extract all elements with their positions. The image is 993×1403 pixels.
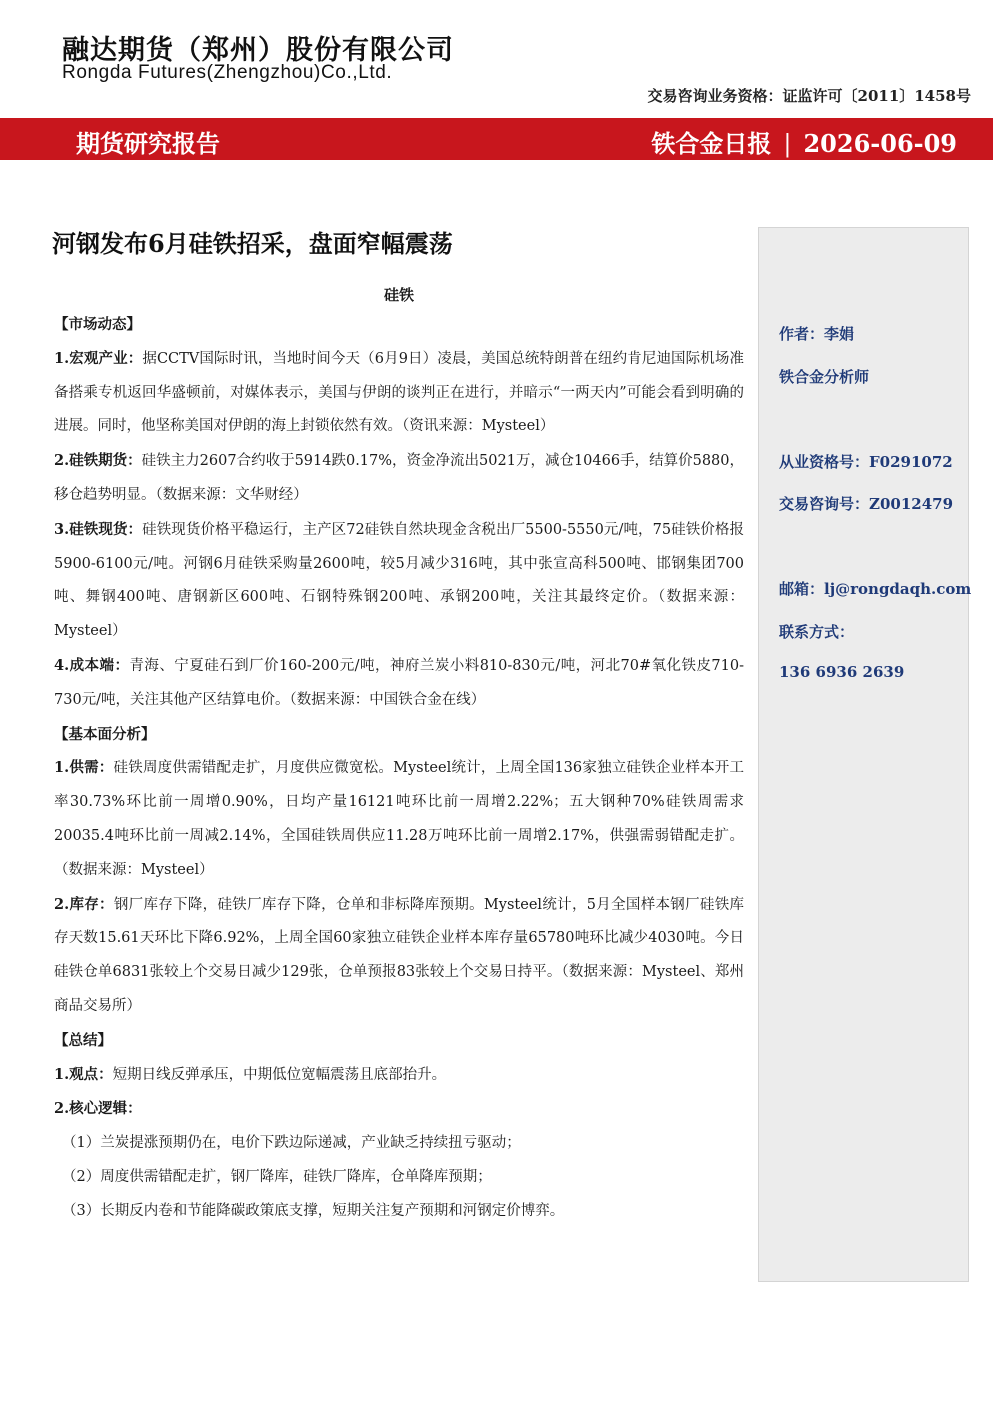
summary-logic (54, 1092, 744, 1127)
author-title: 铁合金分析师 (779, 368, 870, 386)
market-paragraph-1 (54, 342, 744, 444)
fundamental-paragraph-2 (54, 888, 744, 1024)
banner-separator: | (783, 130, 792, 158)
paragraph-lead: 2.库存： (54, 895, 114, 913)
fundamental-paragraph-1 (54, 751, 744, 887)
consult-number: 交易咨询号：Z0012479 (779, 495, 954, 513)
summary-heading: 【总结】 (54, 1031, 112, 1049)
banner-report-info (651, 124, 957, 159)
paragraph-lead: 1.供需： (54, 759, 114, 777)
market-paragraph-2 (54, 444, 744, 513)
logic-item: （2）周度供需错配走扩，钢厂降库，硅铁厂降库，仓单降库预期； (62, 1168, 492, 1185)
summary-view (54, 1058, 744, 1093)
contact-label: 联系方式： (779, 623, 855, 641)
paragraph-lead: 4.成本端： (54, 656, 130, 674)
paragraph-lead: 1.宏观产业： (54, 349, 143, 367)
market-heading: 【市场动态】 (54, 316, 141, 333)
section-label: 硅铁 (383, 286, 414, 304)
qualification-number: 从业资格号：F0291072 (779, 453, 953, 471)
paragraph-text: 据CCTV国际时讯，当地时间今天（6月9日）凌晨，美国总统特朗普在纽约肯尼迪国际机场准备搭乘专机返回华盛顿前，对媒体表示，美国与伊朗的谈判正在进行，并暗示“一两天内”可能会看到明确的进展。同时，他坚称美国对伊朗的海上封锁依然有效。（资讯来源：Mysteel） (54, 350, 745, 435)
market-paragraph-3 (54, 513, 744, 649)
paragraph-text: 硅铁主力2607合约收于5914跌0.17%，资金净流出5021万，减仓10466手，结算价5880，移仓趋势明显。（数据来源：文华财经） (54, 453, 745, 503)
company-name-cn: 融达期货（郑州）股份有限公司 (62, 35, 454, 66)
paragraph-text: 硅铁周度供需错配走扩，月度供应微宽松。Mysteel统计，上周全国136家独立硅铁企业样本开工率30.73%环比前一周增0.90%，日均产量16121吨环比前一周增2.22%；五大钢种70%硅铁周需求20035.4吨环比前一周减2.14%，全国硅铁周供应11.28万吨环比前一周增2.17%，供强需弱错配走扩。（数据来源：Mysteel） (54, 760, 745, 878)
paragraph-text: 青海、宁夏硅石到厂价160-200元/吨，神府兰炭小料810-830元/吨，河北70#氧化铁皮710-730元/吨，关注其他产区结算电价。（数据来源：中国铁合金在线） (54, 657, 744, 708)
article-body (54, 282, 744, 1229)
paragraph-text: 短期日线反弹承压，中期低位宽幅震荡且底部抬升。 (112, 1066, 447, 1083)
license-info: 交易咨询业务资格：证监许可〔2011〕1458号 (647, 87, 971, 105)
logic-item: （1）兰炭提涨预期仍在，电价下跌边际递减，产业缺乏持续扭亏驱动； (62, 1135, 521, 1152)
paragraph-lead: 2.硅铁期货： (54, 452, 142, 470)
report-banner (0, 118, 993, 160)
paragraph-text: 钢厂库存下降，硅铁厂库存下降，仓单和非标降库预期。Mysteel统计，5月全国样本钢厂硅铁库存天数15.61天环比下降6.92%，上周全国60家独立硅铁企业样本库存量65780吨环比减少4030吨。今日硅铁仓单6831张较上个交易日减少129张，仓单预报83张较上个交易日持平。（数据来源：Mysteel、郑州商品交易所） (54, 896, 745, 1014)
paragraph-text: 硅铁现货价格平稳运行，主产区72硅铁自然块现金含税出厂5500-5550元/吨，75硅铁价格报5900-6100元/吨。河钢6月硅铁采购量2600吨，较5月减少316吨，其中张宣高科500吨、邯钢集团700吨、舞钢400吨、唐钢新区600吨、石钢特殊钢200吨、承钢200吨，关注其最终定价。（数据来源：Mysteel） (54, 521, 744, 640)
paragraph-lead: 3.硅铁现货： (54, 520, 143, 538)
author-name: 作者：李娟 (779, 325, 855, 343)
logic-item: （3）长期反内卷和节能降碳政策底支撑，短期关注复产预期和河钢定价博弈。 (62, 1202, 565, 1219)
fundamental-heading: 【基本面分析】 (54, 725, 156, 743)
author-email: 邮箱：lj@rongdaqh.com (779, 580, 972, 598)
market-paragraph-4 (54, 649, 744, 718)
paragraph-lead: 2.核心逻辑： (54, 1100, 142, 1118)
article-headline: 河钢发布6月硅铁招采，盘面窄幅震荡 (52, 229, 453, 258)
contact-phone: 136 6936 2639 (779, 663, 905, 681)
company-name-en: Rongda Futures(Zhengzhou)Co.,Ltd. (62, 62, 393, 83)
author-sidebar (758, 227, 972, 1282)
paragraph-lead: 1.观点： (54, 1065, 113, 1083)
banner-date: 2026-06-09 (803, 129, 957, 158)
banner-report-type: 铁合金日报 (651, 129, 772, 158)
banner-report-category: 期货研究报告 (76, 129, 220, 158)
